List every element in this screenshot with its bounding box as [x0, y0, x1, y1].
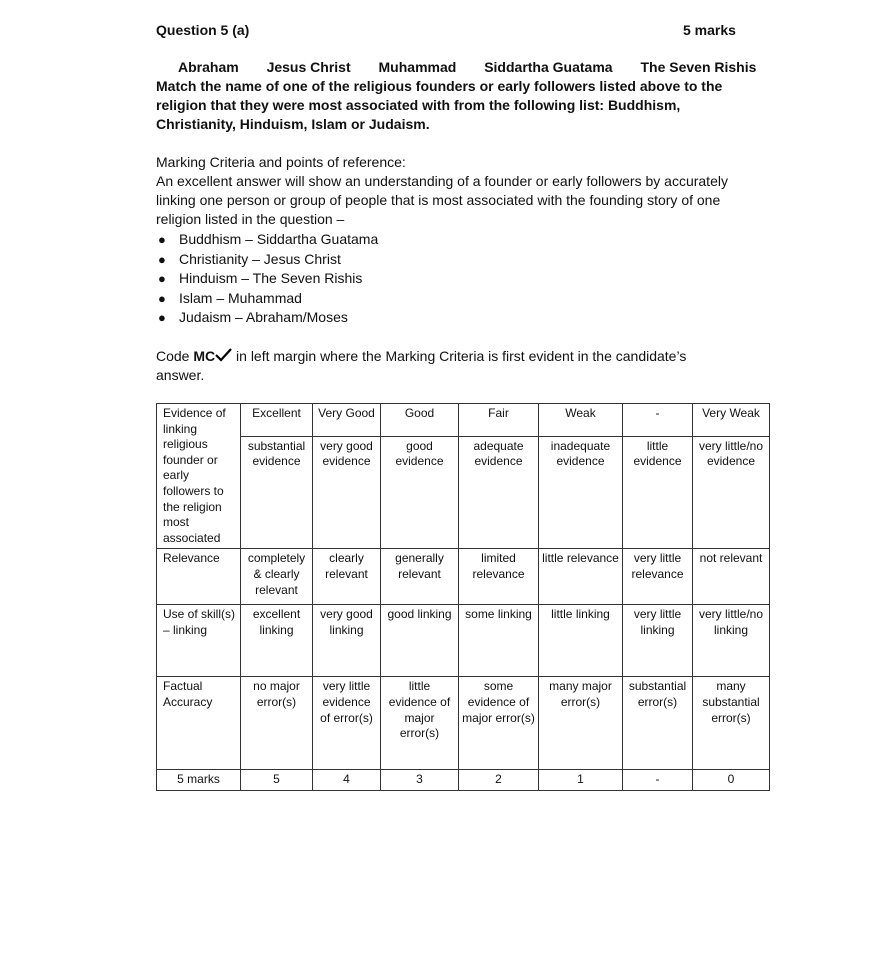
mark-value: 4: [313, 770, 381, 791]
level-fair: Fair: [459, 404, 539, 437]
marking-criteria: [156, 153, 746, 328]
mark-value: 5: [241, 770, 313, 791]
bullet-icon: ●: [158, 310, 166, 326]
code-mc: MC: [193, 348, 216, 364]
level-dash: -: [623, 404, 693, 437]
mark-value: 3: [381, 770, 459, 791]
row-label-skills: Use of skill(s) – linking: [157, 605, 241, 677]
rubric-cell: many substantial error(s): [693, 677, 770, 770]
rubric-cell: very good linking: [313, 605, 381, 677]
rubric-cell: very little evidence of error(s): [313, 677, 381, 770]
bullet-icon: ●: [158, 251, 166, 267]
level-very-weak: Very Weak: [693, 404, 770, 437]
bullet-icon: ●: [158, 232, 166, 247]
rubric-cell: inadequate evidence: [539, 436, 623, 549]
rubric-cell: many major error(s): [539, 677, 623, 770]
rubric-row-relevance: [157, 549, 770, 605]
row-label-accuracy: Factual Accuracy: [157, 677, 241, 770]
code-instruction: [156, 347, 736, 385]
rubric-cell: limited relevance: [459, 549, 539, 605]
rubric-row-evidence: [157, 436, 770, 549]
rubric-cell: completely & clearly relevant: [241, 549, 313, 605]
criteria-item: ● Christianity – Jesus Christ: [156, 250, 746, 270]
level-good: Good: [381, 404, 459, 437]
rubric-cell: no major error(s): [241, 677, 313, 770]
mark-value: 1: [539, 770, 623, 791]
rubric-cell: little evidence: [623, 436, 693, 549]
criteria-list: [156, 230, 746, 328]
question-title: Question 5 (a): [156, 22, 250, 38]
criteria-body: An excellent answer will show an understanding of a founder or early followers by accurately linking one person or group of people that is most associated with the founding story of one religion listed in the question –: [156, 173, 728, 227]
rubric-cell: good linking: [381, 605, 459, 677]
rubric-cell: excellent linking: [241, 605, 313, 677]
question-marks: 5 marks: [683, 22, 736, 38]
marks-label: 5 marks: [157, 770, 241, 791]
rubric-row-accuracy: [157, 677, 770, 770]
name-muhammad: Muhammad: [378, 59, 457, 75]
mark-value: -: [623, 770, 693, 791]
name-abraham: Abraham: [178, 59, 239, 75]
rubric-cell: very little/no evidence: [693, 436, 770, 549]
question-instruction: Match the name of one of the religious founders or early followers listed above to the religion that they were most associated with from the following list: Buddhism, Christianity, Hinduism, Islam or Judaism.: [156, 78, 723, 132]
criteria-item: ● Judaism – Abraham/Moses: [156, 308, 746, 328]
rubric-cell: generally relevant: [381, 549, 459, 605]
mark-value: 0: [693, 770, 770, 791]
bullet-icon: ●: [158, 271, 166, 287]
rubric-row-skills: [157, 605, 770, 677]
rubric-cell: substantial evidence: [241, 436, 313, 549]
rubric-cell: little relevance: [539, 549, 623, 605]
name-jesus-christ: Jesus Christ: [266, 59, 351, 75]
code-suffix: in left margin where the Marking Criteria is first evident in the candidate’s answer.: [156, 348, 687, 383]
rubric-cell: adequate evidence: [459, 436, 539, 549]
rubric-cell: substantial error(s): [623, 677, 693, 770]
level-weak: Weak: [539, 404, 623, 437]
rubric-cell: very little/no linking: [693, 605, 770, 677]
rubric-cell: little evidence of major error(s): [381, 677, 459, 770]
rubric-level-row: [157, 404, 770, 437]
name-siddartha-guatama: Siddartha Guatama: [484, 59, 613, 75]
rubric-cell: very good evidence: [313, 436, 381, 549]
level-excellent: Excellent: [241, 404, 313, 437]
rubric-cell: very little relevance: [623, 549, 693, 605]
code-prefix: Code: [156, 348, 190, 364]
level-very-good: Very Good: [313, 404, 381, 437]
criteria-item: ● Buddhism – Siddartha Guatama: [156, 230, 746, 250]
row-label-relevance: Relevance: [157, 549, 241, 605]
rubric-cell: some linking: [459, 605, 539, 677]
criteria-item: ● Islam – Muhammad: [156, 289, 746, 309]
mark-value: 2: [459, 770, 539, 791]
criteria-heading: Marking Criteria and points of reference:: [156, 154, 406, 170]
rubric-cell: very little linking: [623, 605, 693, 677]
rubric-cell: little linking: [539, 605, 623, 677]
criteria-item: ● Hinduism – The Seven Rishis: [156, 269, 746, 289]
rubric-marks-row: [157, 770, 770, 791]
bullet-icon: ●: [158, 290, 166, 306]
name-seven-rishis: The Seven Rishis: [640, 59, 757, 75]
row-label-evidence: Evidence of linking religious founder or early followers to the religion most associated: [157, 404, 241, 549]
rubric-cell: good evidence: [381, 436, 459, 549]
rubric-cell: not relevant: [693, 549, 770, 605]
rubric-cell: clearly relevant: [313, 549, 381, 605]
checkmark-icon: [215, 348, 232, 362]
rubric-cell: some evidence of major error(s): [459, 677, 539, 770]
marking-rubric-table: [156, 403, 770, 791]
names-list: [178, 59, 756, 75]
